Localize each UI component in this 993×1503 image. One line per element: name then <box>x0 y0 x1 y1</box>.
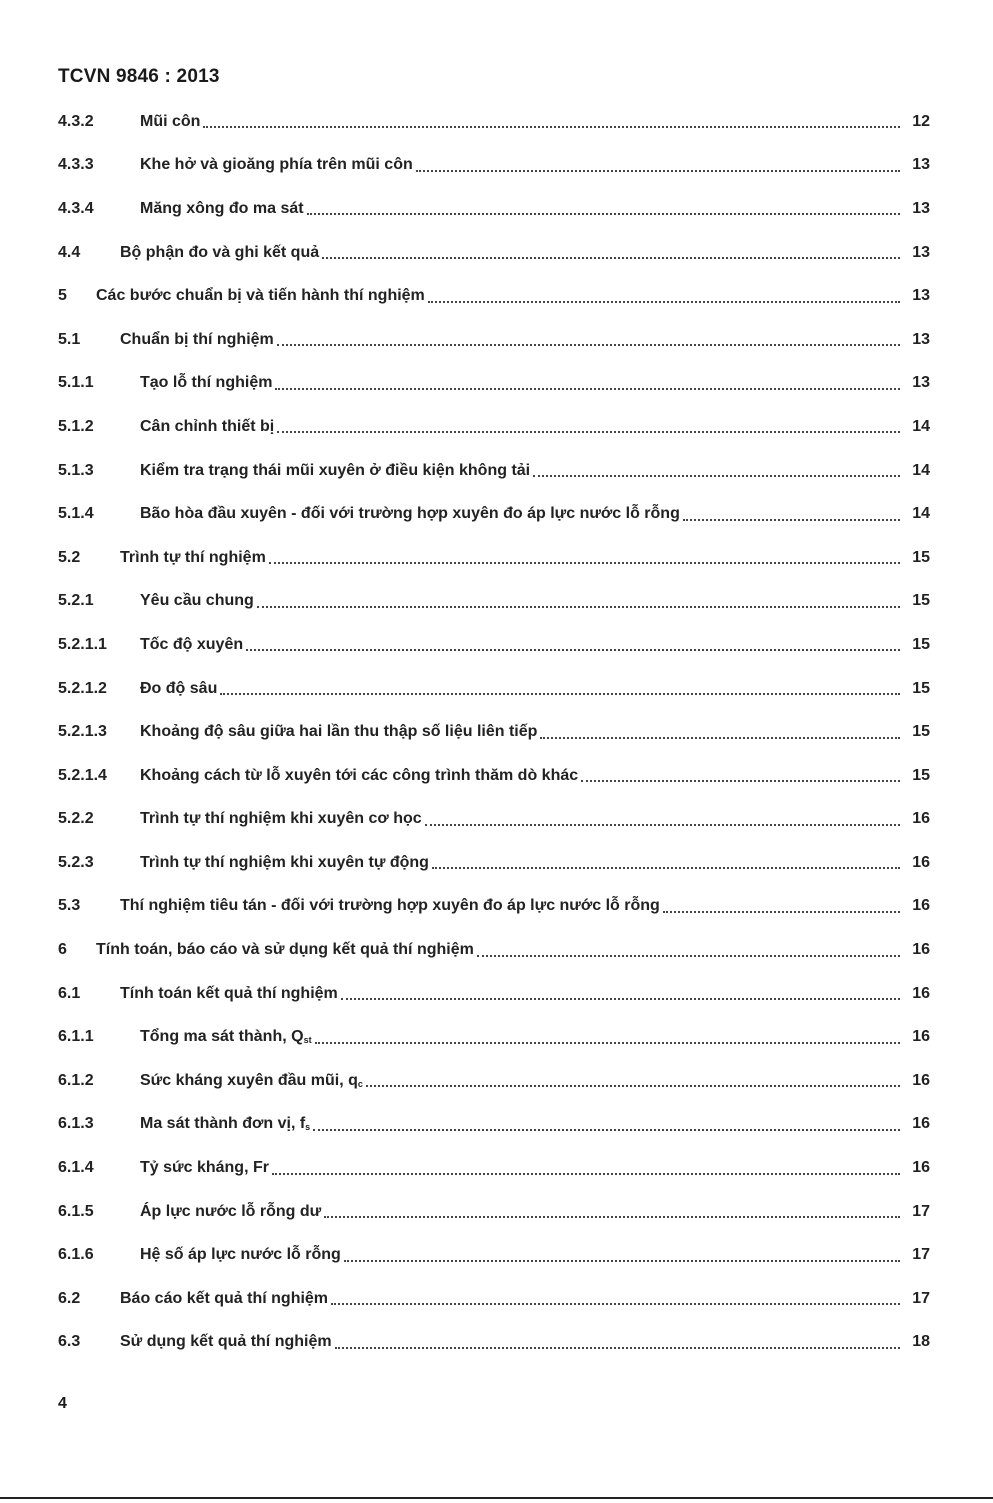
toc-entry-subscript: c <box>357 1078 363 1089</box>
toc-entry-number: 6.3 <box>58 1333 81 1351</box>
toc-entry-number: 6.1.5 <box>58 1202 94 1220</box>
toc-entry-title-text: Mũi côn <box>140 112 201 130</box>
toc-entry-page: 16 <box>912 1159 930 1177</box>
toc-entry-title-text: Khoảng độ sâu giữa hai lần thu thập số liệu liên tiếp <box>140 723 538 741</box>
page-number: 4 <box>58 1395 67 1412</box>
toc-entry-title <box>140 418 274 436</box>
toc-entry-page: 15 <box>912 766 930 784</box>
toc-leader-dots <box>581 779 900 782</box>
toc-entry-title-text: Ma sát thành đơn vị, f <box>140 1115 306 1133</box>
toc-leader-dots <box>683 518 900 521</box>
toc-entry-title-text: Kiểm tra trạng thái mũi xuyên ở điều kiện không tải <box>140 461 531 479</box>
toc-entry-number: 6.1.4 <box>58 1159 94 1177</box>
toc-entry[interactable] <box>58 1321 930 1365</box>
toc-entry-page: 14 <box>912 505 930 523</box>
toc-entry-page: 16 <box>912 1115 930 1133</box>
toc-entry-number: 6.1.3 <box>58 1115 94 1133</box>
toc-entry-title-text: Đo độ sâu <box>140 679 218 697</box>
toc-entry-title <box>140 636 243 654</box>
toc-entry-title <box>140 854 429 872</box>
toc-entry-number: 5.2.2 <box>58 810 94 828</box>
toc-entry-title <box>120 985 338 1003</box>
toc-entry-page: 15 <box>912 679 930 697</box>
toc-entry-number: 6.2 <box>58 1289 81 1307</box>
toc-entry-number: 5.2.1.2 <box>58 679 107 697</box>
table-of-contents <box>58 100 930 1364</box>
toc-entry-title-text: Báo cáo kết quả thí nghiệm <box>120 1289 329 1307</box>
toc-leader-dots <box>246 648 900 651</box>
toc-entry[interactable] <box>58 754 930 798</box>
toc-entry-number: 6.1.6 <box>58 1246 94 1264</box>
toc-entry-number: 5.2 <box>58 548 81 566</box>
toc-entry-title-text: Tỷ sức kháng, Fr <box>140 1159 269 1177</box>
toc-entry[interactable] <box>58 536 930 580</box>
toc-entry-number: 6.1.2 <box>58 1071 94 1089</box>
toc-entry-title-text: Thí nghiệm tiêu tán - đối với trường hợp xuyên đo áp lực nước lỗ rỗng <box>120 897 660 915</box>
toc-entry-page: 14 <box>912 461 930 479</box>
toc-entry[interactable] <box>58 798 930 842</box>
toc-entry-title-text: Trình tự thí nghiệm khi xuyên tự động <box>140 853 429 871</box>
toc-entry-number: 5.2.1.3 <box>58 723 107 741</box>
toc-entry-number: 5.2.1.4 <box>58 766 107 784</box>
toc-entry-subscript: s <box>305 1122 311 1133</box>
toc-entry[interactable] <box>58 1059 930 1103</box>
toc-entry[interactable] <box>58 885 930 929</box>
toc-leader-dots <box>477 954 900 957</box>
toc-entry-title <box>140 200 304 218</box>
toc-entry-page: 17 <box>912 1246 930 1264</box>
toc-entry-title <box>140 462 530 480</box>
toc-entry-title <box>140 113 200 131</box>
toc-entry-number: 4.3.4 <box>58 199 94 217</box>
toc-entry-number: 5 <box>58 287 67 305</box>
toc-leader-dots <box>313 1128 900 1131</box>
toc-entry-title-text: Khoảng cách từ lỗ xuyên tới các công trình thăm dò khác <box>140 766 579 784</box>
toc-entry-title-text: Bão hòa đầu xuyên - đối với trường hợp xuyên đo áp lực nước lỗ rỗng <box>140 505 680 523</box>
toc-entry-page: 12 <box>912 112 930 130</box>
toc-entry-page: 13 <box>912 156 930 174</box>
toc-entry-number: 4.4 <box>58 243 81 261</box>
page-edge-line <box>0 1497 993 1499</box>
toc-entry-title-text: Tính toán kết quả thí nghiệm <box>120 984 338 1002</box>
toc-entry[interactable] <box>58 710 930 754</box>
toc-entry-subscript: st <box>303 1035 312 1046</box>
toc-leader-dots <box>335 1346 900 1349</box>
toc-leader-dots <box>272 1172 900 1175</box>
toc-entry[interactable] <box>58 274 930 318</box>
toc-entry-title <box>120 244 319 262</box>
toc-leader-dots <box>416 169 900 172</box>
toc-entry-page: 16 <box>912 1028 930 1046</box>
toc-entry[interactable] <box>58 841 930 885</box>
toc-entry[interactable] <box>58 1146 930 1190</box>
toc-entry[interactable] <box>58 1190 930 1234</box>
toc-entry[interactable] <box>58 187 930 231</box>
toc-leader-dots <box>275 387 900 390</box>
toc-entry-number: 5.1 <box>58 330 81 348</box>
toc-entry[interactable] <box>58 623 930 667</box>
toc-entry-number: 5.2.3 <box>58 853 94 871</box>
toc-entry-title <box>140 810 422 828</box>
toc-leader-dots <box>341 997 900 1000</box>
toc-entry-title-text: Tổng ma sát thành, Q <box>140 1028 304 1046</box>
toc-entry-page: 16 <box>912 984 930 1002</box>
toc-entry-title-text: Sức kháng xuyên đầu mũi, q <box>140 1071 358 1089</box>
toc-entry-title <box>120 1290 328 1308</box>
toc-entry-title-text: Trình tự thí nghiệm <box>120 548 266 566</box>
toc-entry-title <box>140 592 254 610</box>
toc-entry-title-text: Áp lực nước lỗ rỗng dư <box>140 1202 322 1220</box>
toc-leader-dots <box>344 1259 900 1262</box>
toc-entry-title <box>140 767 578 785</box>
toc-entry-title-text: Hệ số áp lực nước lỗ rỗng <box>140 1246 341 1264</box>
toc-entry-title <box>120 1333 332 1351</box>
toc-leader-dots <box>425 823 900 826</box>
toc-entry-page: 14 <box>912 417 930 435</box>
toc-entry-page: 16 <box>912 1071 930 1089</box>
toc-entry-page: 16 <box>912 810 930 828</box>
toc-entry-title <box>96 287 425 305</box>
toc-leader-dots <box>269 561 900 564</box>
toc-leader-dots <box>257 605 900 608</box>
toc-entry-number: 4.3.3 <box>58 156 94 174</box>
toc-leader-dots <box>203 125 900 128</box>
toc-leader-dots <box>366 1084 900 1087</box>
toc-entry-title <box>140 1072 363 1090</box>
toc-entry-title <box>120 549 266 567</box>
toc-entry-title-text: Tính toán, báo cáo và sử dụng kết quả thí nghiệm <box>96 941 474 959</box>
toc-entry-title-text: Sử dụng kết quả thí nghiệm <box>120 1333 332 1351</box>
toc-entry-page: 15 <box>912 548 930 566</box>
toc-entry[interactable] <box>58 405 930 449</box>
toc-leader-dots <box>331 1302 900 1305</box>
toc-entry-title <box>140 723 537 741</box>
toc-entry-number: 6.1.1 <box>58 1028 94 1046</box>
toc-leader-dots <box>533 474 900 477</box>
toc-entry-title <box>140 1028 312 1046</box>
toc-entry-page: 16 <box>912 897 930 915</box>
toc-entry-number: 5.1.3 <box>58 461 94 479</box>
toc-entry-title-text: Tốc độ xuyên <box>140 635 244 653</box>
toc-entry-number: 5.1.4 <box>58 505 94 523</box>
toc-entry-title <box>96 941 474 959</box>
toc-entry-title-text: Tạo lỗ thí nghiệm <box>140 374 273 392</box>
toc-entry-page: 13 <box>912 199 930 217</box>
toc-entry-title <box>140 1203 321 1221</box>
toc-leader-dots <box>307 212 900 215</box>
toc-entry[interactable] <box>58 492 930 536</box>
toc-entry-page: 15 <box>912 723 930 741</box>
toc-entry-number: 5.3 <box>58 897 81 915</box>
toc-entry[interactable] <box>58 1015 930 1059</box>
toc-entry-title-text: Trình tự thí nghiệm khi xuyên cơ học <box>140 810 422 828</box>
toc-entry-page: 15 <box>912 592 930 610</box>
toc-entry-page: 13 <box>912 330 930 348</box>
toc-leader-dots <box>428 300 900 303</box>
toc-leader-dots <box>322 256 900 259</box>
toc-entry-title-text: Chuẩn bị thí nghiệm <box>120 330 274 348</box>
toc-entry-title <box>140 156 413 174</box>
toc-entry-page: 13 <box>912 287 930 305</box>
toc-entry-number: 4.3.2 <box>58 112 94 130</box>
toc-entry-number: 5.1.2 <box>58 417 94 435</box>
toc-entry-title-text: Khe hở và gioăng phía trên mũi côn <box>140 156 413 174</box>
toc-entry-page: 13 <box>912 374 930 392</box>
toc-leader-dots <box>663 910 900 913</box>
toc-entry-number: 5.1.1 <box>58 374 94 392</box>
document-header: TCVN 9846 : 2013 <box>58 66 220 87</box>
toc-entry-title-text: Cân chỉnh thiết bị <box>140 417 275 435</box>
toc-leader-dots <box>432 866 900 869</box>
toc-entry-title <box>140 1246 341 1264</box>
toc-leader-dots <box>315 1041 900 1044</box>
toc-entry-page: 16 <box>912 941 930 959</box>
toc-entry-page: 13 <box>912 243 930 261</box>
toc-entry-title <box>140 680 217 698</box>
toc-leader-dots <box>324 1215 900 1218</box>
toc-leader-dots <box>220 692 900 695</box>
toc-leader-dots <box>277 430 900 433</box>
toc-leader-dots <box>540 736 900 739</box>
toc-entry-title <box>140 1159 269 1177</box>
toc-entry[interactable] <box>58 580 930 624</box>
toc-entry-title <box>140 1115 310 1133</box>
toc-entry-title-text: Yêu cầu chung <box>140 592 254 610</box>
toc-entry[interactable] <box>58 362 930 406</box>
toc-entry[interactable] <box>58 1277 930 1321</box>
toc-entry[interactable] <box>58 318 930 362</box>
toc-leader-dots <box>277 343 900 346</box>
toc-entry[interactable] <box>58 972 930 1016</box>
toc-entry-title <box>120 331 274 349</box>
toc-entry[interactable] <box>58 667 930 711</box>
toc-entry[interactable] <box>58 231 930 275</box>
toc-entry[interactable] <box>58 144 930 188</box>
toc-entry-title-text: Măng xông đo ma sát <box>140 199 304 217</box>
toc-entry-title <box>140 505 680 523</box>
toc-entry[interactable] <box>58 449 930 493</box>
toc-entry-page: 17 <box>912 1202 930 1220</box>
toc-entry-number: 5.2.1.1 <box>58 635 107 653</box>
toc-entry[interactable] <box>58 928 930 972</box>
toc-entry-title-text: Bộ phận đo và ghi kết quả <box>120 243 320 261</box>
toc-entry-title <box>140 374 272 392</box>
toc-entry-title-text: Các bước chuẩn bị và tiến hành thí nghiệm <box>96 287 425 305</box>
toc-entry-number: 6.1 <box>58 984 81 1002</box>
toc-entry-page: 18 <box>912 1333 930 1351</box>
toc-entry-number: 5.2.1 <box>58 592 94 610</box>
toc-entry-number: 6 <box>58 941 67 959</box>
toc-entry-page: 15 <box>912 635 930 653</box>
toc-entry[interactable] <box>58 1233 930 1277</box>
toc-entry-title <box>120 897 660 915</box>
toc-entry[interactable] <box>58 100 930 144</box>
toc-entry-page: 16 <box>912 853 930 871</box>
toc-entry-page: 17 <box>912 1289 930 1307</box>
toc-entry[interactable] <box>58 1103 930 1147</box>
